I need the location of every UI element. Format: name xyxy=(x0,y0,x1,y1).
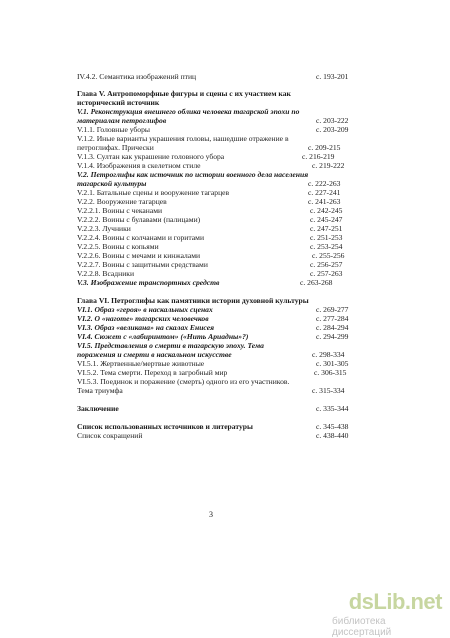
toc-page-range: с. 253-254 xyxy=(310,242,343,251)
toc-entry: V.2.2.8. Всадники xyxy=(77,269,135,278)
page-number: 3 xyxy=(209,510,213,519)
toc-page-range: с. 216-219 xyxy=(302,152,335,161)
toc-page-range: с. 306-315 xyxy=(314,368,347,377)
toc-page-range: с. 255-256 xyxy=(312,251,345,260)
toc-page-range: с. 345-438 xyxy=(316,422,349,431)
toc-page-range: с. 257-263 xyxy=(310,269,343,278)
toc-page-range: с. 294-299 xyxy=(316,332,349,341)
toc-entry: V.2.2.4. Воины с колчанами и горитами xyxy=(77,233,205,242)
toc-entry: V.2.1. Батальные сцены и вооружение тагарцев xyxy=(77,188,230,197)
toc-entry: тагарской культуры xyxy=(77,179,147,188)
toc-entry: V.2.2.2. Воины с булавами (палицами) xyxy=(77,215,201,224)
toc-entry: IV.4.2. Семантика изображений птиц xyxy=(77,72,197,81)
toc-page-range: с. 242-245 xyxy=(310,206,343,215)
toc-page-range: с. 263-268 xyxy=(300,278,333,287)
toc-entry: V.2.2.5. Воины с копьями xyxy=(77,242,159,251)
toc-entry: VI.1. Образ «героя» в наскальных сценах xyxy=(77,305,213,314)
toc-page-range: с. 247-251 xyxy=(310,224,343,233)
toc-page-range: с. 251-253 xyxy=(310,233,343,242)
toc-page-range: с. 227-241 xyxy=(308,188,341,197)
toc-entry: V.1.4. Изображения в скелетном стиле xyxy=(77,161,201,170)
toc-entry: Глава VI. Петроглифы как памятники истории духовной культуры xyxy=(77,296,309,305)
toc-entry: V.1. Реконструкция внешнего облика человека тагарской эпохи по xyxy=(77,107,300,116)
toc-entry: Список сокращений xyxy=(77,431,143,440)
toc-page-range: с. 219-222 xyxy=(312,161,345,170)
toc-page-range: с. 245-247 xyxy=(310,215,343,224)
toc-entry: VI.4. Сюжет с «лабиринтом» («Нить Ариадны»?) xyxy=(77,332,249,341)
toc-entry: VI.5.3. Поединок и поражение (смерть) одного из его участников. xyxy=(77,377,290,386)
toc-entry: V.2.2.1. Воины с чеканами xyxy=(77,206,163,215)
toc-entry: V.1.3. Султан как украшение головного убора xyxy=(77,152,225,161)
toc-page-range: с. 209-215 xyxy=(308,143,341,152)
toc-page-range: с. 301-305 xyxy=(316,359,349,368)
toc-entry: исторический источник xyxy=(77,98,160,107)
toc-page-range: с. 241-263 xyxy=(308,197,341,206)
toc-entry: VI.5.2. Тема смерти. Переход в загробный мир xyxy=(77,368,228,377)
toc-entry: Тема триумфа xyxy=(77,386,123,395)
watermark-logo: dsLib.net xyxy=(348,589,442,614)
toc-entry: Заключение xyxy=(77,404,119,413)
toc-entry: V.2.2.6. Воины с мечами и кинжалами xyxy=(77,251,201,260)
toc-entry: V.2.2. Вооружение тагарцев xyxy=(77,197,167,206)
toc-entry: VI.3. Образ «великана» на скалах Енисея xyxy=(77,323,214,332)
toc-entry: V.2.2.7. Воины с защитными средствами xyxy=(77,260,208,269)
toc-entry: Глава V. Антропоморфные фигуры и сцены с их участием как xyxy=(77,89,291,98)
toc-page-range: с. 222-263 xyxy=(308,179,341,188)
toc-page-range: с. 193-201 xyxy=(316,72,349,81)
toc-entry: VI.5. Представления о смерти в тагарскую эпоху. Тема xyxy=(77,341,264,350)
toc-entry: V.1.1. Головные уборы xyxy=(77,125,150,134)
toc-entry: материалам петроглифов xyxy=(77,116,167,125)
toc-page-range: с. 284-294 xyxy=(316,323,349,332)
toc-page-range: с. 256-257 xyxy=(310,260,343,269)
watermark xyxy=(332,589,442,638)
toc-page-range: с. 277-284 xyxy=(316,314,349,323)
toc-page-range: с. 438-440 xyxy=(316,431,349,440)
toc-entry: V.2. Петроглифы как источник по истории военного дела населения xyxy=(77,170,309,179)
toc-page-range: с. 315-334 xyxy=(312,386,345,395)
toc-entry: поражения и смерти в наскальном искусстве xyxy=(77,350,232,359)
toc-entry: петроглифах. Прически xyxy=(77,143,154,152)
toc-entry: Список использованных источников и литературы xyxy=(77,422,253,431)
toc-entry: VI.5.1. Жертвенные/мертвые животные xyxy=(77,359,205,368)
toc-page-range: с. 335-344 xyxy=(316,404,349,413)
toc-page-range: с. 203-222 xyxy=(316,116,349,125)
toc-entry: V.2.2.3. Лучники xyxy=(77,224,131,233)
toc-entry: V.1.2. Иные варианты украшения головы, нашедшие отражение в xyxy=(77,134,289,143)
toc-page-range: с. 203-209 xyxy=(316,125,349,134)
watermark-subtitle: библиотека диссертаций xyxy=(332,616,392,638)
toc-entry: V.3. Изображение транспортных средств xyxy=(77,278,220,287)
toc-page-range: с. 298-334 xyxy=(312,350,345,359)
toc-entry: VI.2. О «наготе» тагарских человечков xyxy=(77,314,209,323)
toc-page-range: с. 269-277 xyxy=(316,305,349,314)
